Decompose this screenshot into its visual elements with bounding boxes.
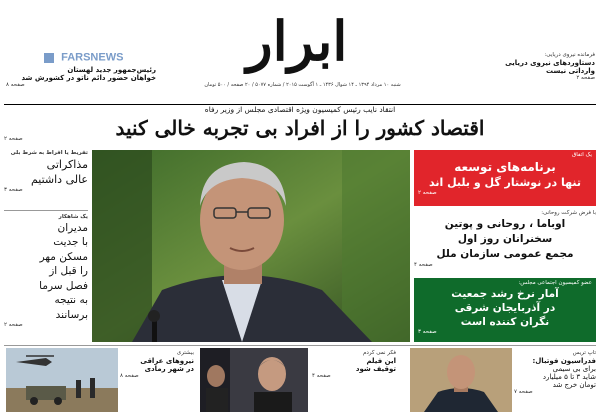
left-story-1[interactable] — [4, 150, 88, 211]
bottom-photo-film — [200, 348, 308, 412]
story-line: آمار نرخ رشد جمعیت — [451, 287, 559, 300]
page-ref: صفحه ۲ — [418, 189, 437, 196]
story-line: را قبل از — [49, 265, 88, 278]
teaser-line: رئیس‌جمهور جدید لهستان — [67, 66, 156, 74]
issue-meta: شنبه ۱۰ مرداد ۱۳۹۴ ـ ۱۴ شوال ۱۴۳۶ ـ ۱ آگوست ۲۰۱۵ / شماره ۵۰۷۷ / ۲۰ صفحه / ۵۰۰ تومان — [204, 82, 401, 88]
teaser-line: وارداتی نیست — [546, 66, 595, 75]
lead-story[interactable] — [4, 106, 596, 148]
red-box-story[interactable] — [414, 150, 596, 206]
story-line: به نتیجه — [54, 294, 88, 307]
story-kicker: تاپ تریس — [572, 350, 596, 356]
page-ref: صفحه ۸ — [6, 82, 25, 89]
story-kicker: فکر نمی کردم — [363, 350, 396, 356]
story-line: نیروهای عراقی — [140, 356, 194, 365]
bottom-story-3[interactable] — [514, 350, 596, 395]
page-ref: صفحه ۷ — [514, 388, 533, 395]
story-line: برای بی سیمی — [552, 364, 596, 373]
top-right-teaser[interactable] — [470, 52, 595, 81]
story-line: این فیلم — [366, 356, 396, 365]
story-kicker: یک اتفاق — [572, 152, 592, 158]
page-ref: صفحه ۲ — [4, 322, 23, 329]
page-ref: صفحه ۲ — [576, 74, 595, 81]
story-kicker: تفریط یا افراط به شرط بلی — [10, 150, 88, 156]
bottom-story-1[interactable] — [120, 350, 194, 379]
story-line: نگران کننده است — [460, 315, 550, 328]
green-box-story[interactable] — [414, 278, 596, 342]
page-ref: صفحه ۳ — [418, 328, 437, 335]
story-line: مذاکراتی — [46, 157, 88, 171]
story-line: عالی داشتیم — [30, 172, 88, 186]
story-line: تنها در نوشتار گل و بلبل اند — [428, 175, 581, 189]
teaser-line: دستاوردهای نیروی دریایی — [505, 58, 595, 67]
story-line: برسانند — [55, 308, 88, 321]
bottom-rule — [4, 345, 596, 346]
middle-story[interactable] — [414, 210, 596, 276]
lead-page-ref: صفحه ۲ — [4, 136, 23, 142]
teaser-line: خواهان حضور دائم ناتو در کشورش شد — [21, 74, 156, 83]
lead-kicker: انتقاد نایب رئیس کمیسیون ویژه اقتصادی مجلس از وزیر رفاه — [204, 105, 396, 114]
lead-photo-image — [92, 150, 410, 342]
watermark-icon — [44, 53, 54, 63]
story-kicker: با فرض شرکت روحانی: — [541, 210, 596, 216]
page-ref: صفحه ۸ — [120, 372, 139, 379]
story-line: مجمع عمومی سازمان ملل — [436, 247, 574, 260]
story-line: تومان خرج شد — [552, 380, 596, 389]
story-line: فدراسیون فوتبال: — [532, 356, 596, 365]
farsnews-watermark: FARSNEWS — [44, 47, 144, 61]
bottom-story-2[interactable] — [312, 350, 396, 379]
story-line: شاید ۳ تا ۵ میلیارد — [542, 372, 596, 381]
masthead — [0, 0, 600, 108]
left-story-2[interactable] — [4, 214, 88, 344]
page-ref: صفحه ۴ — [312, 372, 331, 379]
story-line: مدیران — [57, 221, 88, 234]
left-column — [4, 150, 88, 342]
story-line: سخنرانان روز اول — [457, 232, 553, 245]
story-kicker: بیشتری — [176, 350, 194, 356]
bottom-photo-portrait — [410, 348, 512, 412]
lead-photo — [92, 150, 410, 342]
story-line: فصل سرما — [39, 279, 88, 292]
story-line: توقیف شود — [355, 364, 396, 373]
story-kicker: عضو کمیسیون اجتماعی مجلس: — [518, 280, 592, 286]
lead-headline: اقتصاد کشور را از افراد بی تجربه خالی کنید — [115, 115, 485, 140]
story-line: با جدیت — [53, 236, 88, 249]
story-line: مسکن مهر — [39, 250, 88, 263]
story-line: در آذربایجان شرقی — [454, 301, 556, 314]
story-kicker: یک شاهکار — [58, 214, 88, 220]
top-left-teaser[interactable] — [6, 66, 156, 89]
bottom-photo-military — [6, 348, 118, 412]
logo: ابرار — [246, 9, 348, 73]
story-line: اوباما ، روحانی و پوتین — [444, 217, 566, 230]
story-line: برنامه‌های توسعه — [454, 159, 556, 174]
teaser-kicker: فرمانده نیروی دریایی: — [544, 52, 595, 58]
page-ref: صفحه ۳ — [4, 186, 23, 193]
story-line: در شهر رمادی — [144, 364, 194, 373]
page-ref: صفحه ۴ — [414, 261, 433, 268]
